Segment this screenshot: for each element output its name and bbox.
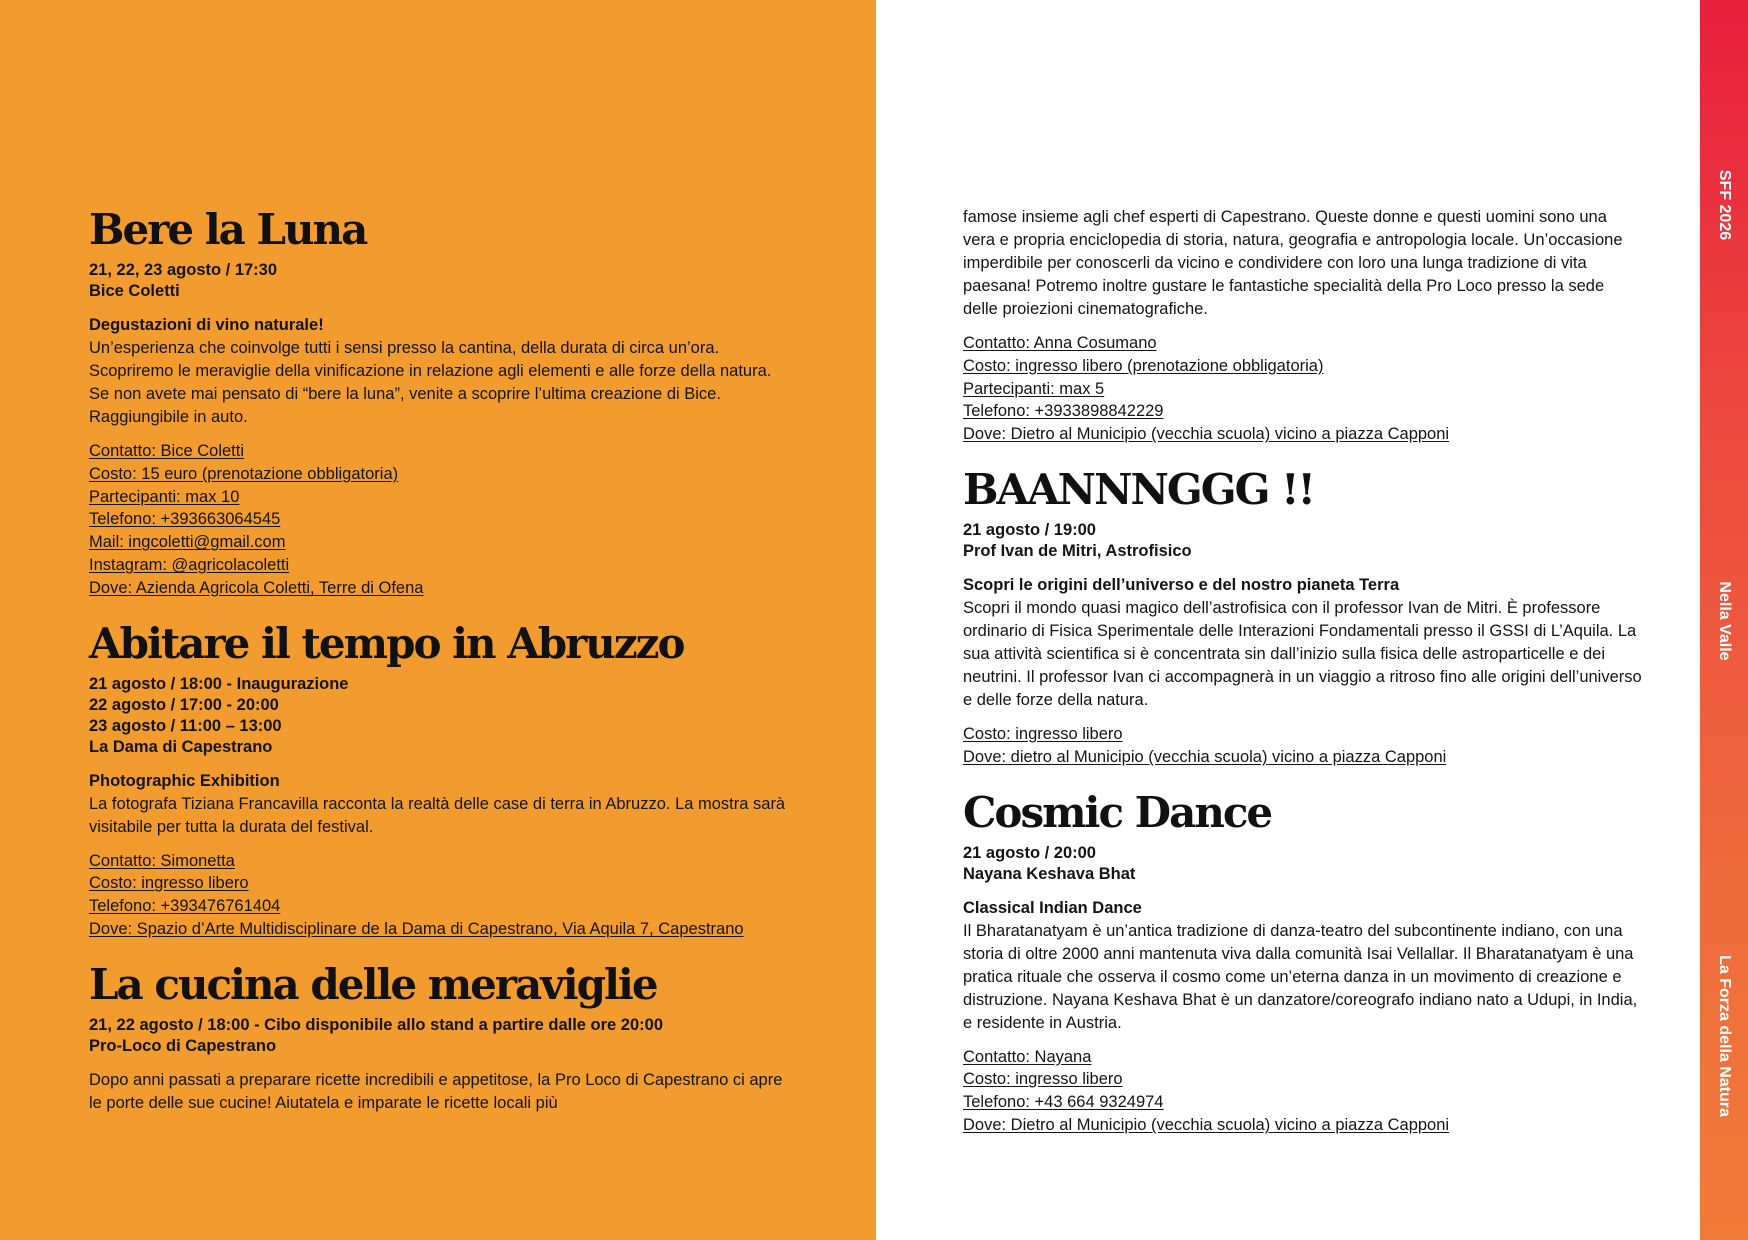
- phone-link[interactable]: Telefono: +393663064545: [89, 510, 281, 529]
- side-label-sff: SFF 2026: [1716, 169, 1733, 241]
- event-description: Un’esperienza che coinvolge tutti i sensi presso la cantina, della durata di circa un’ora. Scopriremo le meraviglie della vinificazione in relazione agli elementi e alle forze della natura. Se non avete mai pensato di “bere la luna”, venite a scoprire l’ultima creazione di Bice. Raggiungibile in auto.: [89, 339, 772, 426]
- event-contact-list: [89, 850, 789, 941]
- event-host: Prof Ivan de Mitri, Astrofisico: [963, 541, 1192, 560]
- event-subtitle: Photographic Exhibition: [89, 771, 280, 790]
- event-contact-list: [89, 440, 789, 600]
- event-title: La cucina delle meraviglie: [89, 959, 657, 1009]
- cost-link[interactable]: Costo: ingresso libero: [89, 874, 249, 893]
- event-cosmic-dance: [963, 787, 1643, 1137]
- event-cucina-meraviglie: [89, 959, 789, 1115]
- event-title: Cosmic Dance: [963, 787, 1272, 837]
- cost-link[interactable]: Costo: ingresso libero: [963, 724, 1123, 743]
- event-description: La fotografa Tiziana Francavilla racconta la realtà delle case di terra in Abruzzo. La mostra sarà visitabile per tutta la durata del festival.: [89, 794, 786, 836]
- event-title: BAANNNGGG !!: [963, 464, 1314, 514]
- right-column: [963, 206, 1643, 1137]
- event-abitare-il-tempo: [89, 618, 789, 941]
- phone-link[interactable]: Telefono: +393476761404: [89, 897, 281, 916]
- event-bere-la-luna: [89, 204, 789, 600]
- event-host: Bice Coletti: [89, 282, 180, 300]
- event-contact-list: [963, 723, 1643, 769]
- instagram-link[interactable]: Instagram: @agricolacoletti: [89, 555, 290, 574]
- mail-link[interactable]: Mail: ingcoletti@gmail.com: [89, 533, 286, 552]
- cost-link[interactable]: Costo: 15 euro (prenotazione obbligatoria): [89, 464, 399, 483]
- event-date: 21 agosto / 18:00 - Inaugurazione: [89, 674, 349, 693]
- side-label-forza-natura: La Forza della Natura: [1716, 955, 1733, 1117]
- contact-link[interactable]: Contatto: Bice Coletti: [89, 442, 244, 460]
- event-description: Scopri il mondo quasi magico dell’astrofisica con il professor Ivan de Mitri. È professore ordinario di Fisica Sperimentale delle Interazioni Fondamentali presso il GSSI di L’Aquila. La sua attività scientifica si è concentrata sin dall’inizio sulla fisica delle astroparticelle e dei neutrini. Il professor Ivan ci accompagnerà in un viaggio a ritroso fino alle origini dell’universo e delle forze della natura.: [963, 598, 1642, 709]
- event-date: 23 agosto / 11:00 – 13:00: [89, 716, 282, 735]
- location-link[interactable]: Dove: Spazio d’Arte Multidisciplinare de la Dama di Capestrano, Via Aquila 7, Capestrano: [89, 919, 744, 938]
- location-link[interactable]: Dove: Dietro al Municipio (vecchia scuola) vicino a piazza Capponi: [963, 425, 1450, 444]
- event-description: Il Bharatanatyam è un’antica tradizione di danza-teatro del subcontinente indiano, con una storia di oltre 2000 anni mantenuta viva dalla comunità Isai Vellallar. Il Bharatanatyam è una pratica rituale che osserva il cosmo come un’eterna danza in un movimento di creazione e distruzione. Nayana Keshava Bhat è un danzatore/coreografo indiano nato a Udupi, in India, e residente in Austria.: [963, 921, 1638, 1032]
- event-date: 21, 22 agosto / 18:00 - Cibo disponibile allo stand a partire dalle ore 20:00: [89, 1015, 664, 1034]
- event-contact-list: [963, 332, 1643, 446]
- event-subtitle: Degustazioni di vino naturale!: [89, 316, 324, 334]
- event-subtitle: Classical Indian Dance: [963, 898, 1142, 917]
- event-baannnggg: [963, 464, 1643, 769]
- contact-link[interactable]: Contatto: Anna Cosumano: [963, 334, 1157, 352]
- event-description: famose insieme agli chef esperti di Capestrano. Queste donne e questi uomini sono una vera e propria enciclopedia di storia, natura, geografia e antropologia locale. Un’occasione imperdibile per conoscerli da vicino e condividere con loro una lunga tradizione di vita paesana! Potremo inoltre gustare le fantastiche specialità della Pro Loco presso la sede delle proiezioni cinematografiche.: [963, 208, 1623, 318]
- side-label-nella-valle: Nella Valle: [1716, 581, 1733, 661]
- event-title: Bere la Luna: [89, 205, 367, 254]
- event-date: 21, 22, 23 agosto / 17:30: [89, 261, 278, 279]
- phone-link[interactable]: Telefono: +43 664 9324974: [963, 1093, 1164, 1112]
- event-host: La Dama di Capestrano: [89, 737, 273, 756]
- location-link[interactable]: Dove: dietro al Municipio (vecchia scuola) vicino a piazza Capponi: [963, 747, 1447, 766]
- event-date: 21 agosto / 19:00: [963, 520, 1096, 539]
- event-date: 21 agosto / 20:00: [963, 843, 1096, 862]
- contact-link[interactable]: Contatto: Simonetta: [89, 851, 235, 870]
- event-subtitle: Scopri le origini dell’universo e del nostro pianeta Terra: [963, 575, 1400, 594]
- event-title: Abitare il tempo in Abruzzo: [89, 618, 684, 668]
- cost-link[interactable]: Costo: ingresso libero: [963, 1070, 1123, 1089]
- participants-link[interactable]: Partecipanti: max 10: [89, 487, 240, 506]
- participants-link[interactable]: Partecipanti: max 5: [963, 379, 1105, 398]
- event-contact-list: [963, 1046, 1643, 1137]
- location-link[interactable]: Dove: Azienda Agricola Coletti, Terre di Ofena: [89, 578, 424, 597]
- event-host: Nayana Keshava Bhat: [963, 864, 1136, 883]
- phone-link[interactable]: Telefono: +3933898842229: [963, 402, 1164, 421]
- event-date: 22 agosto / 17:00 - 20:00: [89, 695, 279, 714]
- event-cucina-continuation: [963, 206, 1643, 446]
- cost-link[interactable]: Costo: ingresso libero (prenotazione obbligatoria): [963, 356, 1324, 375]
- event-host: Pro-Loco di Capestrano: [89, 1036, 277, 1055]
- event-description: Dopo anni passati a preparare ricette incredibili e appetitose, la Pro Loco di Capestrano ci apre le porte delle sue cucine! Aiutatela e imparate le ricette locali più: [89, 1070, 783, 1112]
- left-column: [89, 204, 789, 1115]
- contact-link[interactable]: Contatto: Nayana: [963, 1047, 1092, 1066]
- location-link[interactable]: Dove: Dietro al Municipio (vecchia scuola) vicino a piazza Capponi: [963, 1115, 1450, 1134]
